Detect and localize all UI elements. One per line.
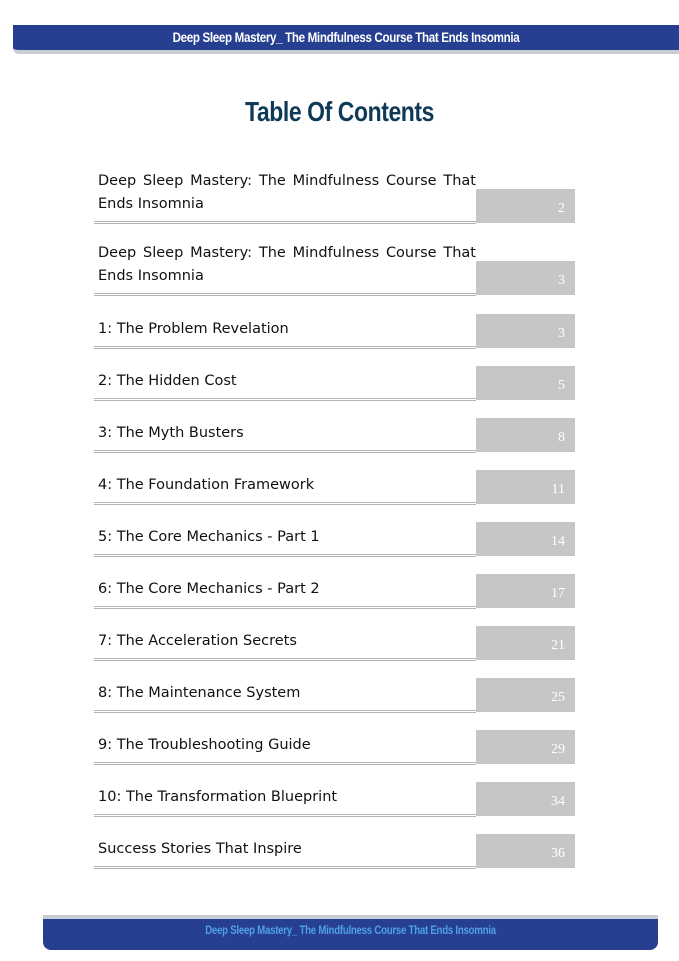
toc-entry[interactable] [94,170,575,224]
toc-entry-label[interactable]: Success Stories That Inspire [94,838,476,869]
toc-entry-page: 25 [476,678,575,712]
toc-entry-page: 2 [476,189,575,223]
toc-entry-page: 36 [476,834,575,868]
toc-entry[interactable] [94,782,575,817]
toc-entry-label[interactable]: 6: The Core Mechanics - Part 2 [94,578,476,609]
toc-entry-label[interactable]: 2: The Hidden Cost [94,370,476,401]
toc-entry-page: 3 [476,314,575,348]
toc-entry[interactable] [94,314,575,349]
toc-list [94,170,575,869]
toc-entry-label[interactable]: 9: The Troubleshooting Guide [94,734,476,765]
toc-entry[interactable] [94,366,575,401]
toc-entry-page: 11 [476,470,575,504]
toc-entry[interactable] [94,730,575,765]
toc-entry-label[interactable]: 4: The Foundation Framework [94,474,476,505]
toc-entry[interactable] [94,574,575,609]
toc-entry-page: 34 [476,782,575,816]
toc-entry-page: 29 [476,730,575,764]
toc-entry[interactable] [94,678,575,713]
footer-title: Deep Sleep Mastery_ The Mindfulness Course That Ends Insomnia [205,925,496,937]
toc-entry-label[interactable]: 5: The Core Mechanics - Part 1 [94,526,476,557]
toc-entry[interactable] [94,242,575,296]
toc-entry-page: 14 [476,522,575,556]
toc-entry[interactable] [94,626,575,661]
toc-entry[interactable] [94,470,575,505]
toc-entry-page: 3 [476,261,575,295]
toc-entry-label[interactable]: 1: The Problem Revelation [94,318,476,349]
toc-entry-label[interactable]: 8: The Maintenance System [94,682,476,713]
toc-entry-page: 21 [476,626,575,660]
toc-entry-label[interactable]: 7: The Acceleration Secrets [94,630,476,661]
footer-bar [43,915,658,950]
toc-entry-label[interactable]: Deep Sleep Mastery: The Mindfulness Course That Ends Insomnia [94,242,476,296]
page-title: Table Of Contents [244,96,435,127]
toc-entry[interactable] [94,418,575,453]
header-title: Deep Sleep Mastery_ The Mindfulness Course That Ends Insomnia [172,30,520,45]
toc-entry-label[interactable]: 10: The Transformation Blueprint [94,786,476,817]
toc-entry-page: 8 [476,418,575,452]
toc-entry-label[interactable]: 3: The Myth Busters [94,422,476,453]
toc-entry-page: 5 [476,366,575,400]
toc-entry-page: 17 [476,574,575,608]
toc-entry-label[interactable]: Deep Sleep Mastery: The Mindfulness Course That Ends Insomnia [94,170,476,224]
toc-entry[interactable] [94,834,575,869]
toc-entry[interactable] [94,522,575,557]
header-bar [13,25,679,54]
